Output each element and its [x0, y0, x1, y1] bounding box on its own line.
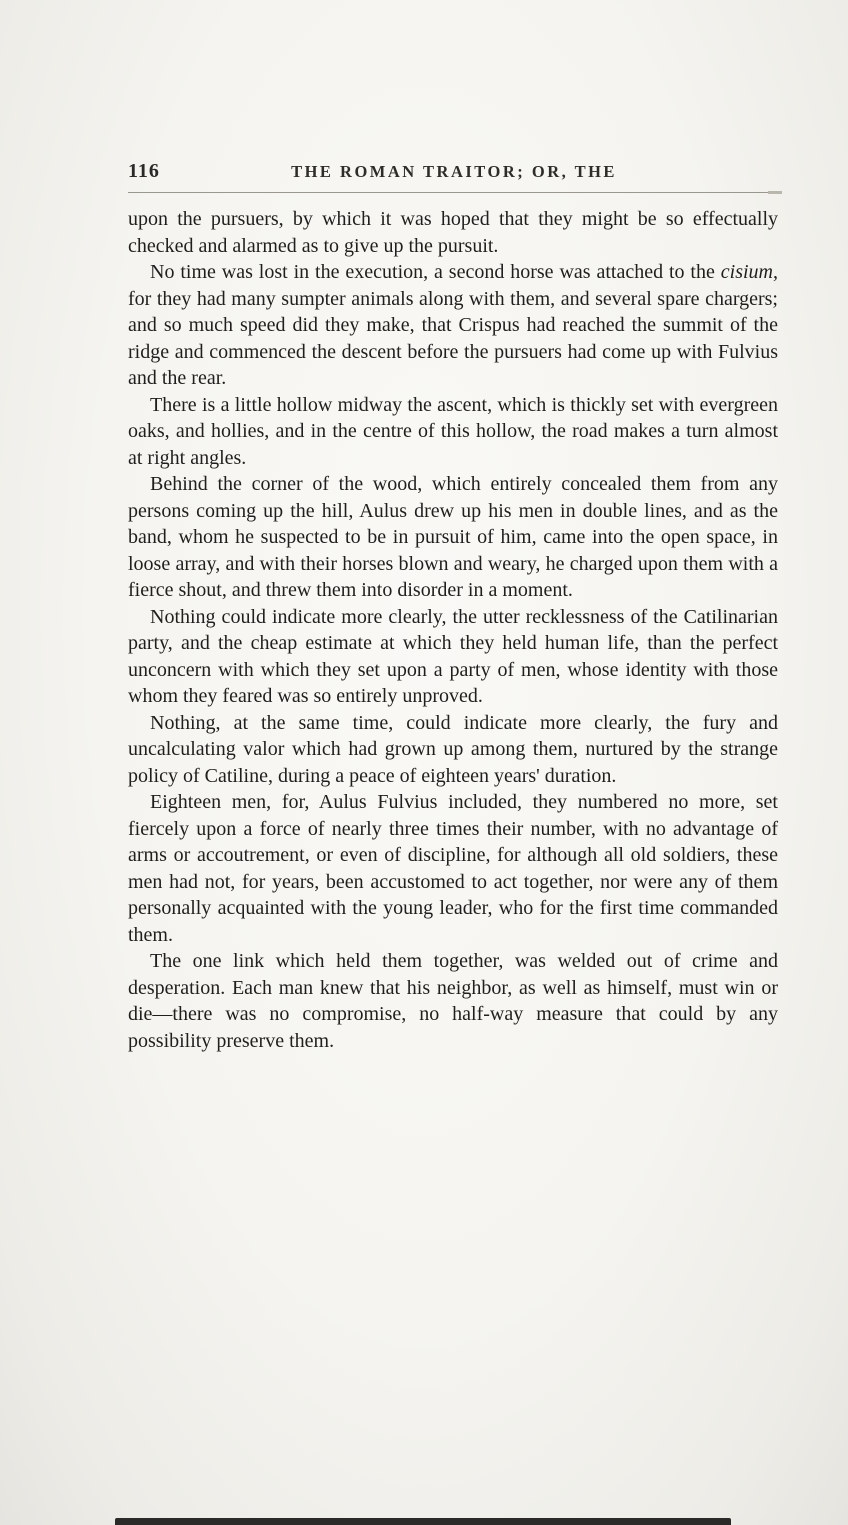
paragraph-continuation: upon the pursuers, by which it was hoped that they might be so effectually checked and alarmed as to give up the pursuit.	[128, 208, 778, 257]
scan-edge-artifact	[115, 1518, 731, 1525]
paragraph: Eighteen men, for, Aulus Fulvius included, they numbered no more, set fiercely upon a force of nearly three times their number, with no advantage of arms or accoutrement, or even of discipline, for although all old soldiers, these men had not, for years, been accustomed to act together, nor were any of them personally acquainted with the young leader, who for the first time commanded them.	[128, 791, 778, 946]
paragraph: Behind the corner of the wood, which entirely concealed them from any persons coming up the hill, Aulus drew up his men in double lines, and as the band, whom he suspected to be in pursuit of him, came into the open space, in loose array, and with their horses blown and weary, he charged upon them with a fierce shout, and threw them into disorder in a moment.	[128, 473, 778, 601]
paragraph: The one link which held them together, was welded out of crime and desperation. Each man knew that his neighbor, as well as himself, must win or die—there was no compromise, no half-way measure that could by any possibility preserve them.	[128, 950, 778, 1052]
header-rule	[128, 192, 780, 193]
paragraph: There is a little hollow midway the ascent, which is thickly set with evergreen oaks, and hollies, and in the centre of this hollow, the road makes a turn almost at right angles.	[128, 393, 778, 469]
italic-term: cisium	[720, 261, 773, 283]
running-header-title: THE ROMAN TRAITOR; OR, THE	[291, 162, 617, 181]
paragraph-text: No time was lost in the execution, a second horse was attached to the	[150, 261, 721, 283]
page-header	[128, 158, 780, 188]
paragraph	[128, 259, 778, 392]
paragraph: Nothing, at the same time, could indicate more clearly, the fury and uncalculating valor which had grown up among them, nurtured by the strange policy of Catiline, during a peace of eighteen years' duration.	[128, 711, 778, 787]
page-body-text	[128, 206, 778, 1054]
page-number: 116	[128, 160, 160, 182]
paragraph: Nothing could indicate more clearly, the utter recklessness of the Catilinarian party, and the cheap estimate at which they held human life, than the perfect unconcern with which they set upon a party of men, whose identity with those whom they feared was so entirely unproved.	[128, 605, 778, 707]
paragraph-text: , for they had many sumpter animals along with them, and several spare chargers; and so much speed did they make, that Crispus had reached the summit of the ridge and commenced the descent before the pursuers had come up with Fulvius and the rear.	[128, 261, 778, 389]
